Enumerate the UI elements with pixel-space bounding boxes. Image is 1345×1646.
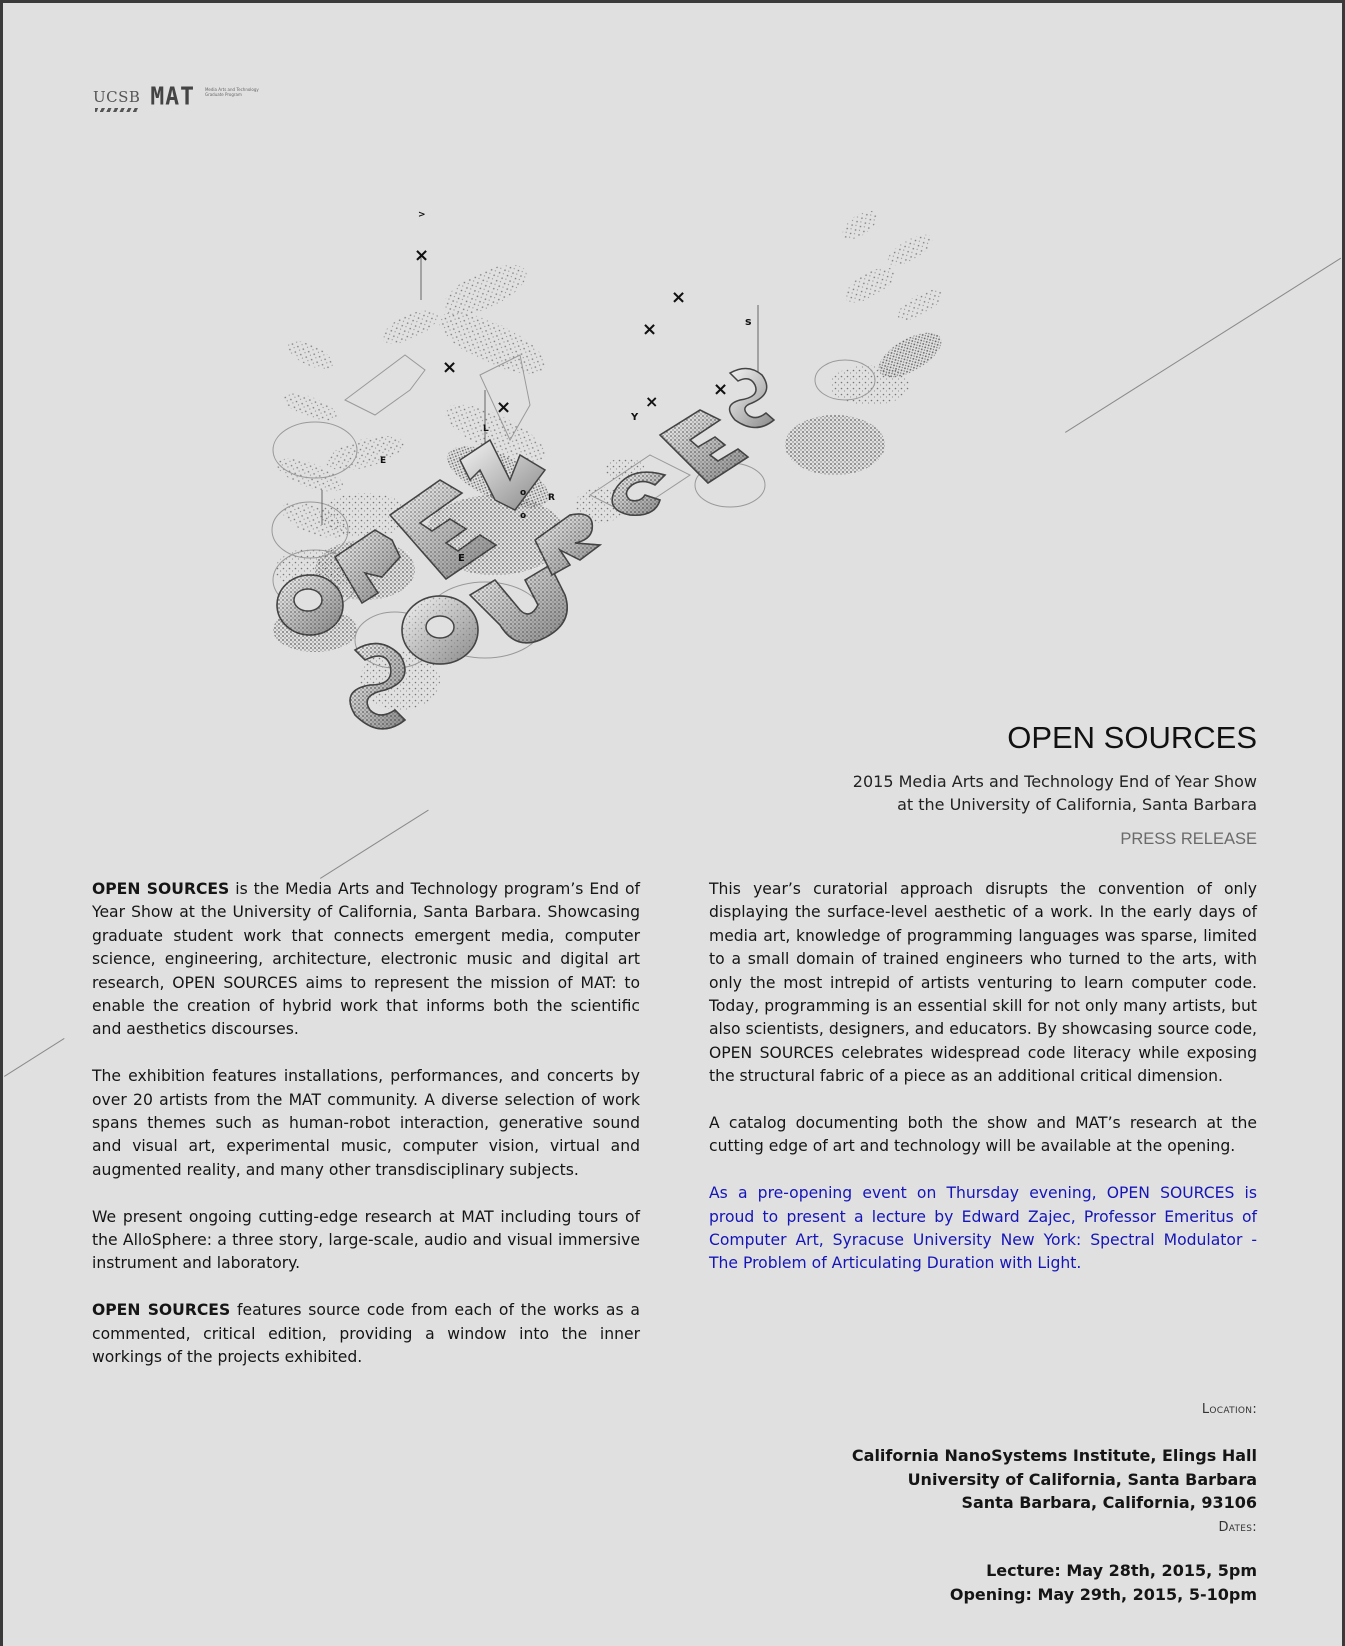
brand-name: OPEN SOURCES <box>92 880 230 898</box>
svg-text:R: R <box>548 493 555 503</box>
paragraph-text: features source code from each of the works as a commented, critical edition, providing a window into the inner workings of the projects exhibited. <box>92 1301 640 1367</box>
paragraph-exhibition: The exhibition features installations, performances, and concerts by over 20 artists from the MAT community. A diverse selection of work spans themes such as human-robot interaction, generative sound and visual art, experimental music, computer vision, virtual and augmented reality, and many other transdisciplinary subjects. <box>92 1067 640 1179</box>
brand-name: OPEN SOURCES <box>92 1301 231 1320</box>
svg-text:E: E <box>380 456 387 466</box>
page-title: OPEN SOURCES <box>1007 720 1257 755</box>
svg-text:E: E <box>458 553 465 564</box>
ucsb-logo: UCSB <box>93 87 141 106</box>
subtitle-line-1: 2015 Media Arts and Technology End of Year Show <box>852 772 1257 791</box>
svg-text:×: × <box>713 379 729 400</box>
subtitle <box>853 770 1257 816</box>
svg-text:×: × <box>671 287 687 308</box>
svg-text:s: s <box>745 315 752 328</box>
svg-text:Y: Y <box>631 412 639 423</box>
paragraph-curatorial: This year’s curatorial approach disrupts the convention of only displaying the surface-level aesthetic of a work. In the early days of media art, knowledge of programming languages was sparse, limited to a small domain of trained engineers who turned to the arts, with only the most intrepid of artists venturing to learn computer code. Today, programming is an essential skill for not only many artists, but also scientists, designers, and educators. By showcasing source code, OPEN SOURCES celebrates widespread code literacy while exposing the structural fabric of a piece as an additional critical dimension. <box>709 880 1257 1086</box>
svg-text:×: × <box>642 319 658 340</box>
right-column <box>709 878 1257 1299</box>
svg-text:×: × <box>496 397 512 418</box>
dates-block <box>950 1516 1257 1606</box>
opening-date: Opening: May 29th, 2015, 5-10pm <box>949 1584 1257 1604</box>
mat-logo-subtitle: Media Arts and Technology Graduate Program <box>204 87 259 97</box>
open-sources-artwork <box>270 195 1070 805</box>
paragraph-catalog: A catalog documenting both the show and MAT’s research at the cutting edge of art and technology will be available at the opening. <box>709 1114 1257 1156</box>
paragraph-text: is the Media Arts and Technology program’s End of Year Show at the University of California, Santa Barbara. Showcasing graduate student work that connects emergent media, computer science, engineering, architecture, electronic music and digital art research, OPEN SOURCES aims to represent the mission of MAT: to enable the creation of hybrid work that informs both the scientific and aesthetics discourses. <box>92 880 640 1039</box>
svg-text:×: × <box>414 245 430 266</box>
location-line-1: California NanoSystems Institute, Elings Hall <box>851 1446 1257 1466</box>
logo-group <box>93 82 275 112</box>
paragraph-intro <box>92 878 640 1042</box>
svg-text:×: × <box>645 392 659 411</box>
press-release-label: PRESS RELEASE <box>1120 830 1257 848</box>
dates-label: Dates: <box>1218 1520 1257 1535</box>
location-line-3: Santa Barbara, California, 93106 <box>961 1493 1257 1513</box>
svg-text:o: o <box>520 488 527 498</box>
svg-text:×: × <box>442 357 458 378</box>
subtitle-line-2: at the University of California, Santa Barbara <box>897 795 1257 814</box>
paragraph-source-code <box>92 1299 640 1369</box>
mat-logo: MAT <box>150 82 195 111</box>
paragraph-lecture-announcement: As a pre-opening event on Thursday evening, OPEN SOURCES is proud to present a lecture by Edward Zajec, Professor Emeritus of Computer Art, Syracuse University New York: Spectral Modulator - The Problem of Articulating Duration with Light. <box>709 1184 1257 1273</box>
title-block <box>853 718 1257 850</box>
svg-text:>: > <box>418 210 426 220</box>
location-block <box>852 1398 1257 1515</box>
lecture-date: Lecture: May 28th, 2015, 5pm <box>986 1561 1257 1581</box>
svg-text:L: L <box>483 424 489 434</box>
particle-clouds <box>273 205 948 710</box>
svg-text:o: o <box>520 511 527 521</box>
location-label: Location: <box>1201 1402 1257 1417</box>
location-line-2: University of California, Santa Barbara <box>907 1469 1257 1489</box>
left-column <box>92 878 640 1393</box>
paragraph-research: We present ongoing cutting-edge research at MAT including tours of the AlloSphere: a three story, large-scale, audio and visual immersive instrument and laboratory. <box>92 1207 640 1273</box>
